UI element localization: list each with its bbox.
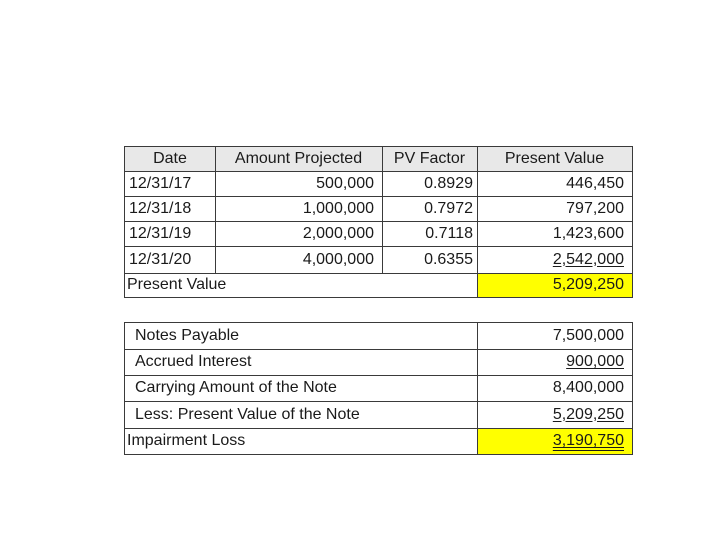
pv-total-row [125,273,632,297]
impairment-row-accrued-interest [125,349,632,375]
row-value: 900,000 [566,353,624,370]
grid-line [125,171,632,172]
grid-line [477,323,478,454]
grid-line [477,147,478,297]
pv-row-2020 [125,246,632,273]
impairment-loss-value: 3,190,750 [477,428,632,454]
grid-line [125,349,632,350]
impairment-row-notes-payable [125,323,632,349]
row-label: Less: Present Value of the Note [135,405,360,423]
row-factor: 0.7118 [425,224,473,242]
header-present-value: Present Value [504,150,605,167]
header-date: Date [153,150,187,167]
grid-line [125,273,632,274]
row-date: 12/31/20 [129,250,192,268]
row-date: 12/31/17 [129,174,192,192]
row-amount: 4,000,000 [302,250,374,268]
impairment-table [124,322,633,455]
row-factor: 0.6355 [424,250,473,268]
row-present-value: 797,200 [566,199,624,217]
row-label: Accrued Interest [135,353,252,370]
impairment-total-row [125,428,632,454]
grid-line [125,401,632,402]
row-present-value: 446,450 [566,174,624,192]
row-date: 12/31/18 [129,199,192,217]
row-present-value: 2,542,000 [552,250,624,268]
row-factor: 0.7972 [424,199,473,217]
row-factor: 0.8929 [424,174,473,192]
row-amount: 2,000,000 [302,224,374,242]
grid-line [125,428,632,429]
grid-line [382,147,383,273]
present-value-table [124,146,633,298]
grid-line [125,196,632,197]
grid-line [125,246,632,247]
pv-row-2018 [125,196,632,221]
row-value: 8,400,000 [552,379,624,396]
pv-row-2019 [125,221,632,246]
row-date: 12/31/19 [129,224,192,242]
present-value-total-label: Present Value [127,276,227,293]
grid-line [125,221,632,222]
row-value: 7,500,000 [552,327,624,344]
impairment-row-carrying-amount [125,375,632,401]
row-label: Notes Payable [135,327,240,344]
row-amount: 1,000,000 [302,199,374,217]
present-value-total: 5,209,250 [477,273,632,297]
row-label: Carrying Amount of the Note [135,379,337,396]
grid-line [125,375,632,376]
header-pv-factor: PV Factor [393,150,466,167]
pv-row-2017 [125,171,632,196]
impairment-loss-label: Impairment Loss [127,432,246,449]
row-value: 5,209,250 [552,405,624,423]
header-amount-projected: Amount Projected [234,150,363,167]
row-amount: 500,000 [316,174,374,192]
grid-line [215,147,216,273]
pv-header-row [125,147,632,171]
row-present-value: 1,423,600 [552,224,624,242]
impairment-row-less-present-value [125,401,632,428]
